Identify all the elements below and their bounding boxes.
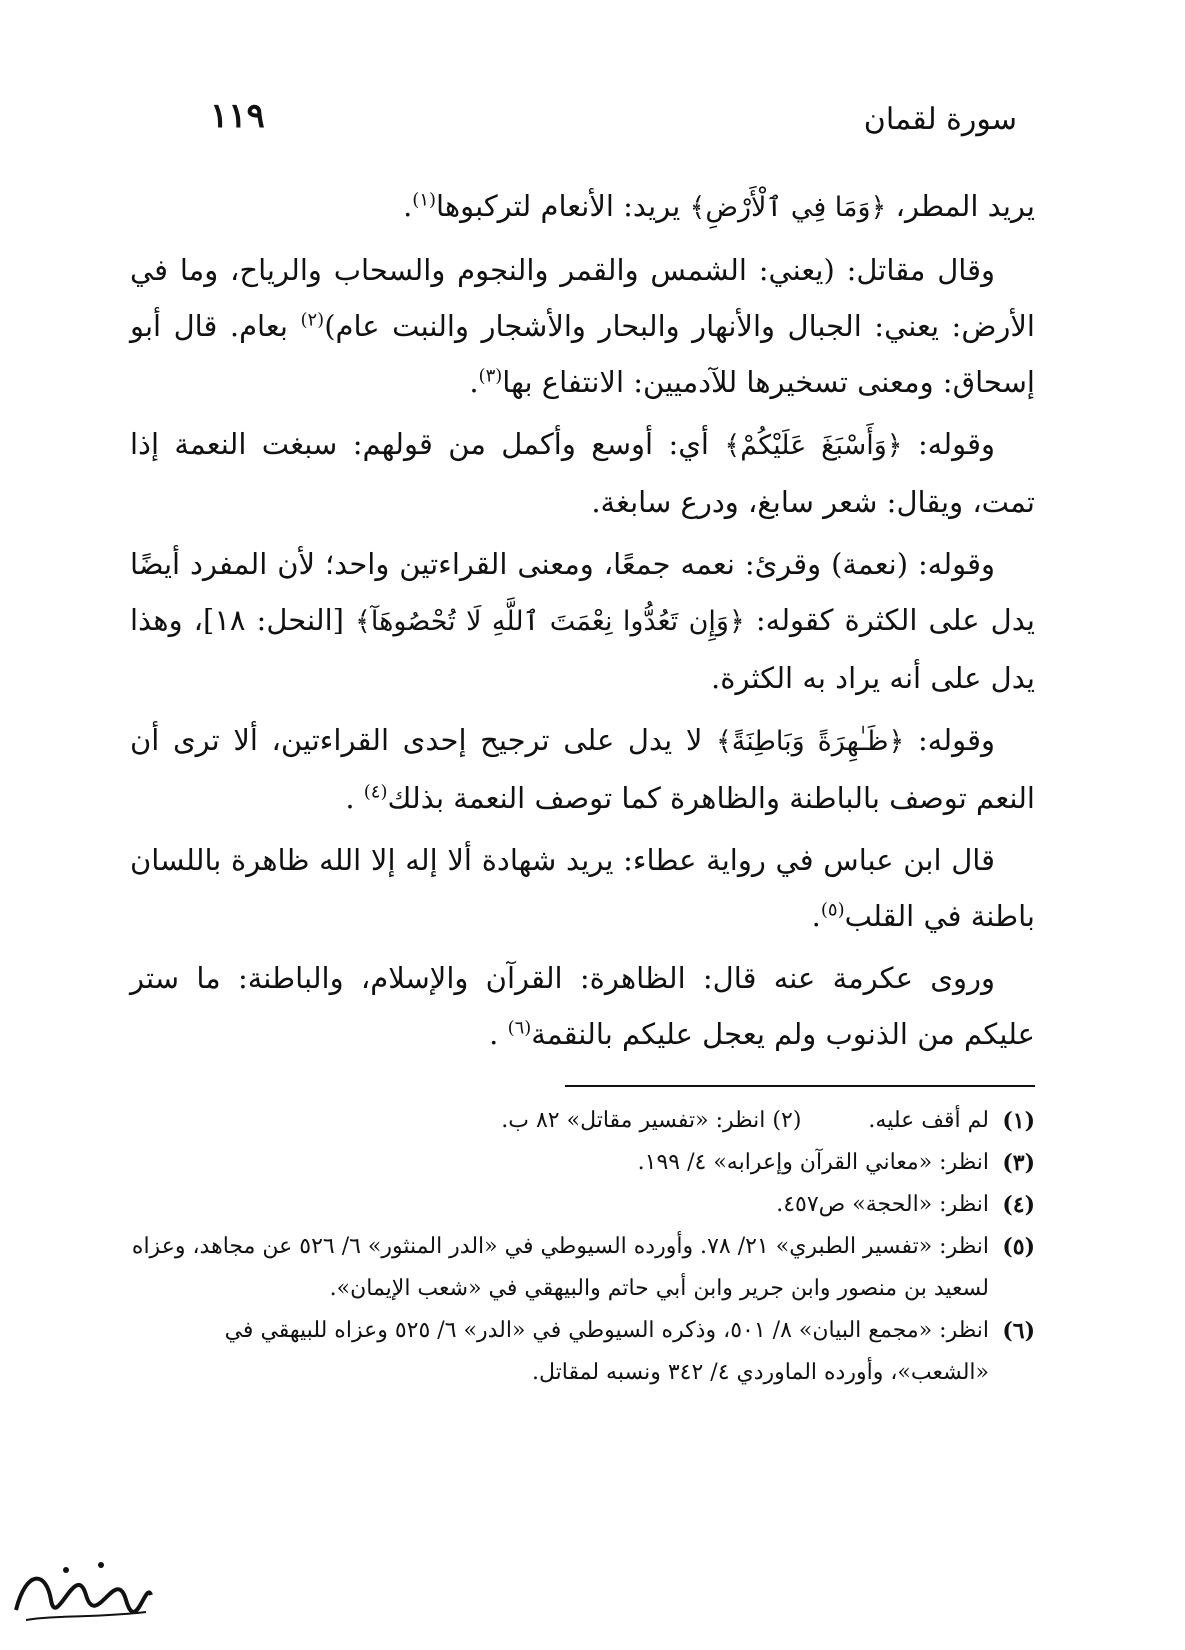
page-number: ١١٩ <box>210 96 265 136</box>
footnote-text: انظر: «تفسير الطبري» ٢١/ ٧٨. وأورده السيوطي في «الدر المنثور» ٦/ ٥٢٦ عن مجاهد، وعزاه لسعيد بن منصور وابن جرير وابن أبي حاتم والبيهقي في «شعب الإيمان». <box>131 1234 989 1301</box>
footnote-number: (٦) <box>1002 1318 1035 1344</box>
text-segment: . <box>469 365 479 399</box>
footnote-reference: (٤) <box>363 781 388 803</box>
footnote-reference: (١) <box>412 189 437 211</box>
paragraph <box>130 536 1035 706</box>
text-segment: وقوله: <box>904 723 995 757</box>
text-segment: بعام. قال أبو إسحاق: ومعنى تسخيرها للآدميين: الانتفاع بها <box>130 309 1035 399</box>
footnote-reference: (٣) <box>478 365 503 387</box>
paragraph <box>130 178 1035 236</box>
footnote-reference: (٢) <box>300 309 325 331</box>
text-segment: . <box>811 899 821 933</box>
text-segment: . <box>345 781 364 815</box>
paragraph <box>130 416 1035 530</box>
paragraph <box>130 242 1035 410</box>
surah-title: سورة لقمان <box>863 102 1017 137</box>
publisher-seal-icon <box>6 1540 156 1630</box>
footnote-number: (١) <box>1002 1108 1035 1134</box>
paragraph <box>130 950 1035 1062</box>
quran-verse: ﴿وَإِن تَعُدُّوا نِعْمَتَ ٱللَّهِ لَا تُحْصُوهَآ﴾ <box>355 606 745 637</box>
paragraph <box>130 832 1035 944</box>
text-segment: يريد المطر، <box>886 189 1035 223</box>
footnote-number: (٣) <box>1002 1150 1035 1176</box>
text-segment: قال ابن عباس في رواية عطاء: يريد شهادة ألا إله إلا الله ظاهرة باللسان باطنة في القلب <box>130 843 1035 933</box>
text-segment: يريد: الأنعام لتركبوها <box>436 189 690 223</box>
footnote-6 <box>130 1310 1035 1394</box>
footnote-5 <box>130 1226 1035 1310</box>
footnote-text: انظر: «الحجة» ص٤٥٧. <box>776 1192 989 1217</box>
paragraph <box>130 712 1035 826</box>
text-segment: . <box>403 189 413 223</box>
footnote-3 <box>130 1142 1035 1184</box>
footnote-text: انظر: «مجمع البيان» ٨/ ٥٠١، وذكره السيوطي في «الدر» ٦/ ٥٢٥ وعزاه للبيهقي في «الشعب»، وأورده الماوردي ٤/ ٣٤٢ ونسبه لمقاتل. <box>224 1318 989 1385</box>
page-header <box>150 96 1035 146</box>
footnote-1-2 <box>130 1100 1035 1142</box>
text-segment: وقوله: (نعمة) وقرئ: نعمه جمعًا، ومعنى القراءتين واحد؛ لأن المفرد أيضًا يدل على الكثرة كقوله: <box>130 547 1035 637</box>
footnote-divider <box>565 1085 1035 1087</box>
footnotes <box>130 1100 1035 1394</box>
text-segment: وروى عكرمة عنه قال: الظاهرة: القرآن والإسلام، والباطنة: ما ستر عليكم من الذنوب ولم يعجل عليكم بالنقمة <box>130 961 1035 1051</box>
quran-verse: ﴿وَأَسْبَغَ عَلَيْكُمْ﴾ <box>724 430 903 461</box>
text-segment: . <box>489 1017 508 1051</box>
text-segment: وقال مقاتل: (يعني: الشمس والقمر والنجوم والسحاب والرياح، وما في الأرض: يعني: الجبال والأنهار والبحار والأشجار والنبت عام) <box>130 253 1035 343</box>
footnote-text: انظر: «تفسير مقاتل» ٨٢ ب. <box>501 1108 766 1133</box>
text-segment: [النحل: ١٨]، وهذا يدل على أنه يراد به الكثرة. <box>130 603 1035 695</box>
footnote-reference: (٥) <box>820 899 845 921</box>
footnote-number: (٢) <box>772 1108 802 1133</box>
main-text <box>130 178 1035 1068</box>
footnote-reference: (٦) <box>507 1017 532 1039</box>
quran-verse: ﴿ظَـٰهِرَةً وَبَاطِنَةً﴾ <box>715 726 905 757</box>
text-segment: أي: أوسع وأكمل من قولهم: سبغت النعمة إذا تمت، ويقال: شعر سابغ، ودرع سابغة. <box>130 427 1035 519</box>
quran-verse: ﴿وَمَا فِي ٱلْأَرْضِ﴾ <box>689 192 887 223</box>
footnote-text: انظر: «معاني القرآن وإعرابه» ٤/ ١٩٩. <box>637 1150 989 1175</box>
footnote-text: لم أقف عليه. <box>868 1108 989 1133</box>
footnote-4 <box>130 1184 1035 1226</box>
text-segment: لا يدل على ترجيح إحدى القراءتين، ألا ترى أن النعم توصف بالباطنة والظاهرة كما توصف النعمة بذلك <box>130 723 1035 815</box>
text-segment: وقوله: <box>902 427 995 461</box>
footnote-number: (٥) <box>1002 1234 1035 1260</box>
footnote-number: (٤) <box>1002 1192 1035 1218</box>
